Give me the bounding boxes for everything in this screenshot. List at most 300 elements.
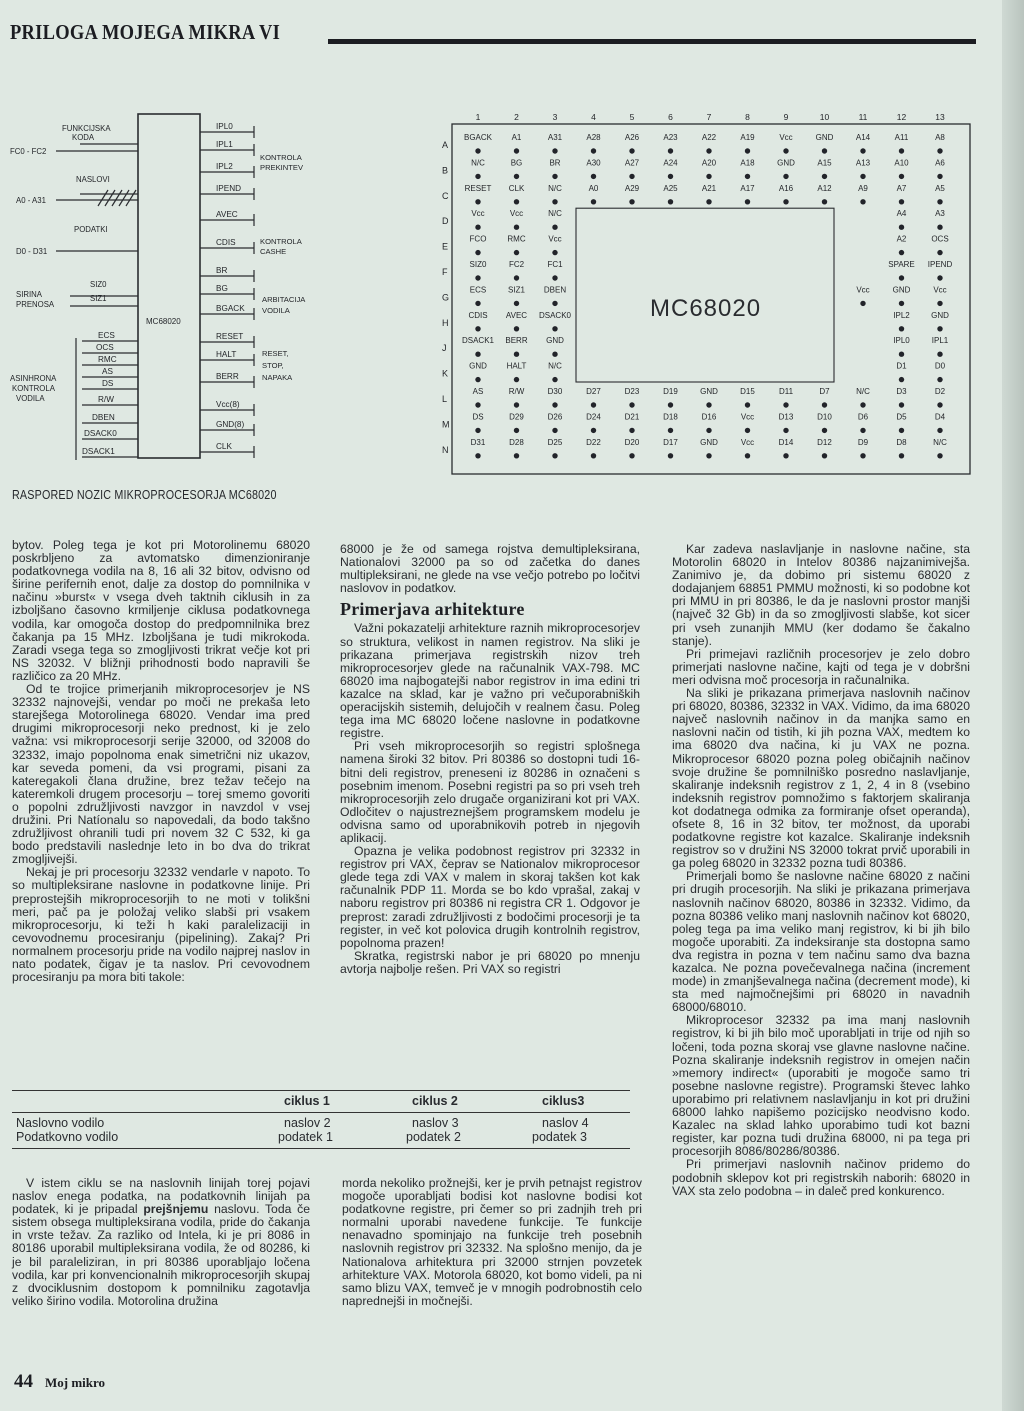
pin-dot [860,453,865,458]
pin-name: A21 [701,183,717,193]
pin-dot [745,402,750,407]
pin-name: A28 [586,133,601,142]
pin-name: A3 [935,209,945,219]
pin-name: Vcc [740,412,755,422]
pin-dot [937,402,942,407]
pin-dot [899,250,904,255]
column-number: 4 [591,112,596,122]
pin-dot [706,174,711,179]
pin-dot [899,174,904,179]
pin-name: D30 [547,387,563,396]
pin-dot [783,453,788,458]
table-rule-mid [12,1112,630,1113]
pin-dot [591,428,596,433]
column-number: 12 [896,112,907,122]
pin-dot [822,428,827,433]
pin-dot [668,174,673,179]
pin-dot [783,148,788,153]
row-letter: F [442,267,448,277]
pin-name: AS [472,387,484,396]
pin-name: A12 [817,183,832,193]
pin-name: A4 [896,209,907,219]
column-number: 1 [475,112,481,122]
pin-name: D2 [934,387,946,396]
pin-dot [591,402,596,407]
pin-dot [591,453,596,458]
pin-label: GND(8) [216,420,245,429]
pin-name: RESET [464,183,492,193]
pin-name: DS [472,412,484,422]
row-letter: K [442,368,449,379]
pin-dot [475,428,480,433]
pin-dot [475,225,480,230]
page-edge-shadow [1002,0,1024,1411]
pin-name: Vcc [856,285,870,295]
pin-name: D28 [509,437,524,447]
row-letter: L [442,394,448,404]
pin-name: D14 [778,437,794,447]
pin-dot [937,148,942,153]
pin-dot [822,199,827,204]
signal-label: NASLOVI [76,175,110,184]
pin-dot [899,377,904,382]
pin-dot [475,275,480,280]
pin-dot [514,199,519,204]
pin-dot [514,250,519,255]
pin-dot [783,402,788,407]
column-number: 6 [668,112,673,122]
pin-dot [706,199,711,204]
pin-dot [860,174,865,179]
pin-name: A29 [624,183,640,193]
pin-dot [937,453,942,458]
pin-label: ECS [98,331,115,340]
paragraph [12,1177,310,1308]
pin-name: D9 [857,437,869,447]
pin-dot [822,453,827,458]
figure-caption: RASPORED NOZIC MIKROPROCESORJA MC68020 [12,488,277,502]
pin-dot [475,402,480,407]
pin-name: GND [700,437,718,447]
column-number: 11 [858,112,868,122]
pin-name: A23 [663,133,678,142]
pin-dot [514,402,519,407]
table-cell: naslov 4 [542,1116,589,1130]
pin-dot [937,352,942,357]
pin-name: GND [777,158,795,168]
pin-name: SIZ0 [469,260,487,269]
pin-name: Vcc [509,209,524,219]
pin-dot [514,225,519,230]
pin-grid-diagram [438,108,974,482]
paragraph: Nekaj je pri procesorju 32332 vendarle v napoto. To so multipleksirane naslovne in podatkovne linije. Pri preprostejših mikroprocesorjih to ne moti v tolikšni meri, pač pa je položaj veliko slabši pri vsakem mikroprocesorju, ki teži h kaki paralelizaciji in cevovodnemu procesiranju (pipelining). Zakaj? Pri normalnem procesorju pride na vodilo najprej naslov in nato podatek, čigav je ta naslov. Pri cevovodnem procesiranju pa mora biti takole: [12,865,310,985]
pin-dot [860,402,865,407]
group-label: PREKINTEV [260,163,304,172]
pin-name: D3 [896,387,907,396]
pin-name: A13 [855,158,871,168]
pin-dot [706,428,711,433]
pin-name: D5 [896,412,907,422]
pin-dot [822,402,827,407]
pin-label: DSACK1 [82,447,115,456]
text-column-5 [342,1177,642,1308]
column-number: 5 [629,112,635,122]
pin-name: A5 [935,183,945,193]
pin-name: D21 [624,412,640,422]
signal-label: D0 - D31 [16,247,48,256]
column-number: 8 [745,112,750,122]
pin-name: D23 [624,387,640,396]
pin-name: D26 [547,412,563,422]
signal-label: VODILA [16,394,45,403]
text-column-3 [672,543,970,1198]
pin-dot [591,148,596,153]
pin-name: N/C [471,158,485,168]
pin-name: N/C [548,361,562,371]
pin-dot [475,174,480,179]
paragraph: morda nekoliko prožnejši, ker je prvih petnajst registrov mogoče uporabljati bodisi kot naslovne bodisi kot podatkovne registre, pri čemer so pri zadnjih treh pri normalni uporabi navedene funkcije. Te funkcije nenavadno spominjajo na funkcije treh posebnih naslovnih registrov pri 32332. Na splošno menijo, da je Nationalova arhitektura pri 32000 strnjen povzetek arhitekture VAX. Motorola 68020, kot bomo videli, pa ni samo blizu VAX, temveč je v mnogih podrobnostih celo naprednejši in močnejši. [342,1176,642,1308]
text-run: naslovu. Toda če sistem obsega multipleksirana vodila, pride do čakanja in vrste težav. Za razliko od Intela, ki je pri 8086 in 80186 uporabil multipleksirana vodila, že od 80286, ki je bil paraleliziran, in pri 80386 uporabljajo ločena vodila, kar pri konvencionalnih mikroprocesorjih skupaj z dvociklusnim dostopom k pomnilniku zagotavlja veliko širino vodila. Motorolina družina [12,1202,310,1308]
pin-name: A9 [858,183,868,193]
column-number: 10 [819,112,830,122]
pin-name: SIZ1 [508,285,525,295]
pin-name: A24 [663,158,678,168]
pin-dot [552,250,557,255]
group-label: RESET, [262,349,289,358]
pin-dot [629,453,634,458]
pin-name: A0 [588,183,599,193]
pin-name: N/C [933,437,947,447]
pin-name: DBEN [543,285,567,295]
row-letter: E [442,241,449,252]
chip-outline [138,114,200,458]
pin-name: A15 [817,158,832,168]
pin-dot [822,148,827,153]
pin-dot [591,199,596,204]
pin-dot [514,428,519,433]
pin-dot [706,148,711,153]
pin-name: GND [700,387,718,396]
paragraph: Kar zadeva naslavljanje in naslovne načine, sta Motorolin 68020 in Intelov 80386 najzanimivejša. Zanimivo je, da dobimo pri sistemu 68020 z dodajanjem 68851 PMMU možnosti, ki so podobne kot pri MMU in pri 80386, le da je naslovni prostor manjši (največ 32 Gb) in da so zmogljivosti slabše, kot sicer pri vseh zunanjih MMU (ker dodamo še čakalno stanje). [672,542,970,648]
signal-label: KODA [72,133,95,142]
signal-label: PODATKI [74,225,108,234]
pin-name: D16 [701,412,717,422]
pin-dot [552,377,557,382]
pin-name: D24 [586,412,601,422]
pin-name: GND [815,133,834,142]
pin-dot [860,148,865,153]
pin-label: BR [216,266,228,275]
table-cell: podatek 1 [278,1130,333,1144]
pin-dot [668,199,673,204]
pin-dot [514,453,519,458]
pin-dot [552,301,557,306]
pin-dot [475,250,480,255]
signal-label: SIZ1 [90,294,107,303]
row-letter: A [442,140,449,150]
group-label: CASHE [260,247,287,256]
paragraph: Pri vseh mikroprocesorjih so registri splošnega namena široki 32 bitov. Pri 80386 so dostopni tudi 16-bitni deli registrov, preneseni iz 80286 in označeni s posebnim imenom. Posebni registri pa so pri vseh treh mikroprocesorjih zelo drugače organizirani kot pri VAX. Odločitev o najustreznejšem programskem modelu je odvisna samo od uporabnikovih potreb in njegovih aplikacij. [340,739,640,845]
pin-name: D15 [740,387,755,396]
pin-label: RMC [98,355,117,364]
pin-dot [937,174,942,179]
pin-label: DBEN [92,413,115,422]
pin-dot [937,326,942,331]
pin-name: A8 [935,133,945,142]
pin-label: R/W [98,395,114,404]
pin-dot [783,174,788,179]
signal-label: SIRINA [16,290,42,299]
pin-name: GND [931,310,949,320]
pin-label: HALT [216,350,237,359]
pin-dot [475,377,480,382]
row-letter: C [442,190,449,201]
pin-dot [552,225,557,230]
pin-label: IPL0 [216,122,233,131]
table-header-cycle2: ciklus 2 [412,1094,458,1108]
paragraph: Od te trojice primerjanih mikroprocesorjev je NS 32332 najnovejši, vendar po moči ne prekaša leto starejšega Motorolinega 68020. Vendar ima pred drugimi mikroprocesorji neko prednost, ki je zelo važna: vsi mikroprocesorji serije 32000, od 32008 do 32332, imajo popolnoma enak simetrični niz ukazov, kar seveda pomeni, da vsi programi, pisani za kateregakoli člana družine, brez težav tečejo na kateremkoli drugem procesorju – torej smemo govoriti o popolni združljivosti navzgor in navzdol v vsej družini. Pri Natíonalu so napovedali, da bodo takšno združljivost ohranili tudi pri novem 32 C 532, ki ga bodo predstavili naslednje leto in bo dva do trikrat zmogljivejši. [12,682,310,867]
pin-name: D19 [663,387,678,396]
pin-dot [899,428,904,433]
pin-dot [937,225,942,230]
row-letter: H [442,317,449,328]
pin-dot [937,275,942,280]
chip-label: MC68020 [650,294,762,322]
pin-dot [860,428,865,433]
pin-dot [514,326,519,331]
pin-name: DSACK0 [538,310,572,320]
pin-name: A25 [663,183,678,193]
pin-dot [899,326,904,331]
pin-dot [629,428,634,433]
row-letter: G [442,292,450,303]
pin-name: IPL0 [893,336,910,346]
paragraph: bytov. Poleg tega je kot pri Motorolinemu 68020 poskrbljeno za avtomatsko dimenzioniranje podatkovnega vodila na 8, 16 ali 32 bitov, odvisno od širine perifernih enot, dalje za dostop do pomnilnika v načinu »burst« v vsega dveh taktnih ciklusih in za izboljšano časovno krmiljenje ciklusa podatkovnega vodila, kar omogoča dostop do predpomnilnika brez čakanja pa 15 MHz. Izboljšana je tudi mikrokoda. Zaradi vsega tega so zmogljivosti trikrat večje kot pri NS 32032. V bližnji prihodnosti bodo napravili še različico za 20 MHz. [12,538,310,683]
pin-dot [899,402,904,407]
group-label: KONTROLA [260,237,302,246]
pin-name: Vcc [779,133,793,142]
pin-dot [475,352,480,357]
signal-label: ASINHRONA [10,374,57,383]
pin-name: D4 [934,412,946,422]
pin-dot [899,301,904,306]
pin-name: FC1 [547,260,563,269]
pin-name: D7 [819,387,830,396]
pin-label: OCS [96,343,114,352]
pin-name: A26 [624,133,640,142]
pin-name: A31 [547,133,563,142]
pin-name: Vcc [740,437,755,447]
table-row-label: Naslovno vodilo [16,1116,105,1130]
pin-name: N/C [548,209,562,219]
pin-name: D27 [586,387,601,396]
pin-label: IPL1 [216,140,233,149]
pin-dot [937,250,942,255]
pin-dot [745,174,750,179]
pin-name: D8 [896,437,907,447]
pin-name: AVEC [505,310,528,320]
paragraph: Važni pokazatelji arhitekture raznih mikroprocesorjev so struktura, velikost in namen registrov. Na sliki je prikazana primerjava registrskih nizov treh mikroprocesorjev glede na računalnik VAX-798. MC 68020 ima najbogatejši nabor registrov in ima edini tri kazalce na sklad, kar je važno pri večuporabniških operacijskih sistemih, delujočih v realnem času. Poleg tega ima MC 68020 ločene naslovne in podatkovne registre. [340,621,640,741]
pin-name: D17 [663,437,678,447]
signal-label: FUNKCIJSKA [62,124,111,133]
row-letter: B [442,165,449,176]
pin-dot [745,199,750,204]
pin-label: CDIS [216,238,236,247]
pin-label: BG [216,284,228,293]
page-number: 44 [14,1371,33,1392]
pin-dot [514,174,519,179]
signal-label: A0 - A31 [16,196,46,205]
pin-dot [552,402,557,407]
table-cell: naslov 3 [412,1116,459,1130]
pin-dot [514,148,519,153]
pin-dot [475,326,480,331]
column-number: 2 [514,112,519,122]
pin-name: D29 [509,412,524,422]
group-label: NAPAKA [262,373,293,382]
pin-dot [475,301,480,306]
pin-name: R/W [508,387,525,396]
pin-name: A16 [778,183,794,193]
signal-label: KONTROLA [12,384,55,393]
pin-dot [552,428,557,433]
pin-dot [783,428,788,433]
paragraph: 68000 je že od samega rojstva demultipleksirana, Nationalovi 32000 pa so od začetka do danes multipleksirani, ne glede na vse večjo potrebo po ločitvi naslovov in podatkov. [340,542,640,596]
pin-dot [629,174,634,179]
bold-word: prejšnjemu [143,1202,209,1217]
text-run: V istem ciklu se na naslovnih linijah torej pojavi naslov enega podatka, na podatkovnih linijah pa podatek, ki je pripadal [12,1176,310,1217]
pin-name: CDIS [468,310,488,320]
paragraph: Primerjali bomo še naslovne načine 68020 z načini pri drugih procesorjih. Na sliki je prikazana primerjava naslovnih načinov 68020, 80386 in 32332. Vidimo, da pozna 80386 veliko manj naslovnih načinov kot 68020, poleg tega pa ima veliko manj registrov, ki bi jih bilo mogoče uporabiti. Za indeksiranje sta dostopna samo dva registra in pozna v tem načinu samo dva bazna kazalca. Ne pozna povečevalnega načina (increment mode) in zmanjševalnega načina (decrement mode), ki sta med najmočnejšimi pri 68020 in navadnih 68000/68010. [672,869,970,1015]
pin-dot [706,453,711,458]
pin-dot [706,402,711,407]
group-label: KONTROLA [260,153,302,162]
pin-dot [552,174,557,179]
pin-name: D18 [663,412,678,422]
pin-name: A11 [894,133,909,142]
signal-label: SIZ0 [90,280,107,289]
section-heading: Primerjava arhitekture [340,599,525,620]
group-label: ARBITACIJA [262,295,306,304]
pin-name: CLK [508,183,525,193]
pin-name: IPL2 [893,310,910,320]
pin-name: A7 [896,183,907,193]
paragraph: Pri primejavi različnih procesorjev je zelo dobro primerjati naslovne načine, kajti od tega je v dobršni meri odvisna moč procesorja in računalnika. [672,646,970,687]
pin-dot [860,301,865,306]
pin-dot [591,174,596,179]
pin-dot [899,148,904,153]
pin-label: CLK [216,442,232,451]
paragraph: Opazna je velika podobnost registrov pri 32332 in registrov pri VAX, čeprav se Nationalov mikroprocesor glede tega zdi VAX v malem in skoraj takšen kot kak računalnik PDP 11. Morda se bo kdo vprašal, zakaj v naboru registrov pri 80386 ni registra CR 1. Odgovor je preprost: zaradi združljivosti z bodočimi procesorji je ta register, in več kot polovica drugih kontrolnih registrov, popolnoma prazen! [340,844,640,950]
paragraph: Mikroprocesor 32332 pa ima manj naslovnih registrov, ki bi jih bilo moč uporabljati in trije od njih so ločeni, toda pozna skoraj vse glavne naslovne načine. Pozna skaliranje indeksnih registrov in omejen način »memory indirect« (uporabiti je mogoče samo tri posebne naslovne registre). Programski števec lahko uporabimo pri relativnem naslavljanju in kot pri družini 68000 lahko napišemo pozicijsko neodvisno kodo. Kazalec na sklad lahko uporabimo tudi kot bazni register, kar pozna tudi družina 68000, ni pa tega pri procesorjih 8086/80286/80386. [672,1013,970,1159]
chip-label: MC68020 [146,317,181,326]
pin-name: IPEND [927,260,953,269]
pin-name: A30 [586,158,601,168]
pin-name: ECS [469,285,487,295]
group-label: VODILA [262,306,290,315]
header-title: PRILOGA MOJEGA MIKRA VI [10,20,281,44]
table-rule-bottom [12,1148,630,1149]
table-header-cycle3: ciklus3 [542,1094,585,1108]
pin-name: D1 [896,361,907,371]
pin-dot [552,352,557,357]
pin-dot [475,453,480,458]
row-letter: N [442,444,449,455]
pin-name: BGACK [463,133,493,142]
table-cell: naslov 2 [284,1116,331,1130]
pin-name: BG [510,158,523,168]
paragraph: Na sliki je prikazana primerjava naslovnih načinov pri 68020, 80386, 32332 in VAX. Vidimo, da ima 68020 največ naslovnih načinov in da manjka samo en naslovni način od tistih, ki jih pozna VAX, medtem ko ima 68020 dva načina, ki ju VAX ne pozna. Mikroprocesor 68020 pozna poleg običajnih načinov svoje družine še pomnilniško posredno naslavljanje, skaliranje indeksnih registrov z 1, 2, 4 in 8 (vsebino indeksnih registrov pomnožimo s faktorjem skaliranja kot dodatnega odmika za formiranje ofset operanda), ofsete 8, 16 in 32 bitov, ter možnost, da uporabi podatkovne registre kot kazalce. Skaliranje indeksnih registrov so v družini NS 32000 tokrat prvič uporabili in ga poleg 68020 in 32332 pozna tudi 80386. [672,686,970,871]
table-cell: podatek 3 [532,1130,587,1144]
pin-name: D31 [470,437,486,447]
pin-name: RMC [507,234,526,244]
pin-dot [514,377,519,382]
pin-dot [745,148,750,153]
pin-dot [668,428,673,433]
pin-dot [822,174,827,179]
pin-dot [860,199,865,204]
signal-label: PRENOSA [16,300,55,309]
pin-name: D12 [817,437,832,447]
text-column-2 [340,543,640,976]
pin-dot [514,275,519,280]
column-number: 13 [935,112,945,122]
pin-name: N/C [856,387,870,396]
pin-name: A18 [740,158,755,168]
pin-name: IPL1 [931,336,949,346]
pin-dot [629,199,634,204]
pin-name: BERR [505,336,528,346]
pin-label: IPEND [216,184,242,193]
pin-dot [552,453,557,458]
pin-dot [937,377,942,382]
pin-name: A10 [894,158,909,168]
pin-dot [899,199,904,204]
pin-dot [668,402,673,407]
pin-name: D0 [934,361,946,371]
table-row-label: Podatkovno vodilo [16,1130,119,1144]
pin-dot [745,453,750,458]
pin-name: D20 [624,437,640,447]
pin-name: GND [469,361,487,371]
pin-name: A17 [740,183,755,193]
pin-dot [475,199,480,204]
pin-dot [899,275,904,280]
pin-name: DSACK1 [461,336,495,346]
pin-label: BGACK [216,304,245,313]
pin-name: D10 [817,412,832,422]
pin-name: A22 [701,133,717,142]
pin-label: RESET [216,332,244,341]
pin-dot [552,199,557,204]
pin-dot [552,148,557,153]
page-footer [14,1371,105,1393]
pin-name: D6 [857,412,869,422]
pin-label: Vcc(8) [216,400,240,409]
pin-dot [899,453,904,458]
pin-dot [668,453,673,458]
pin-name: D13 [778,412,794,422]
text-column-1 [12,539,310,984]
row-letter: D [442,216,449,227]
pin-dot [514,352,519,357]
pin-dot [745,428,750,433]
pin-dot [783,199,788,204]
pin-name: A1 [511,133,522,142]
pin-name: GND [892,285,911,295]
pin-name: FC2 [508,260,525,269]
row-letter: J [442,343,447,354]
